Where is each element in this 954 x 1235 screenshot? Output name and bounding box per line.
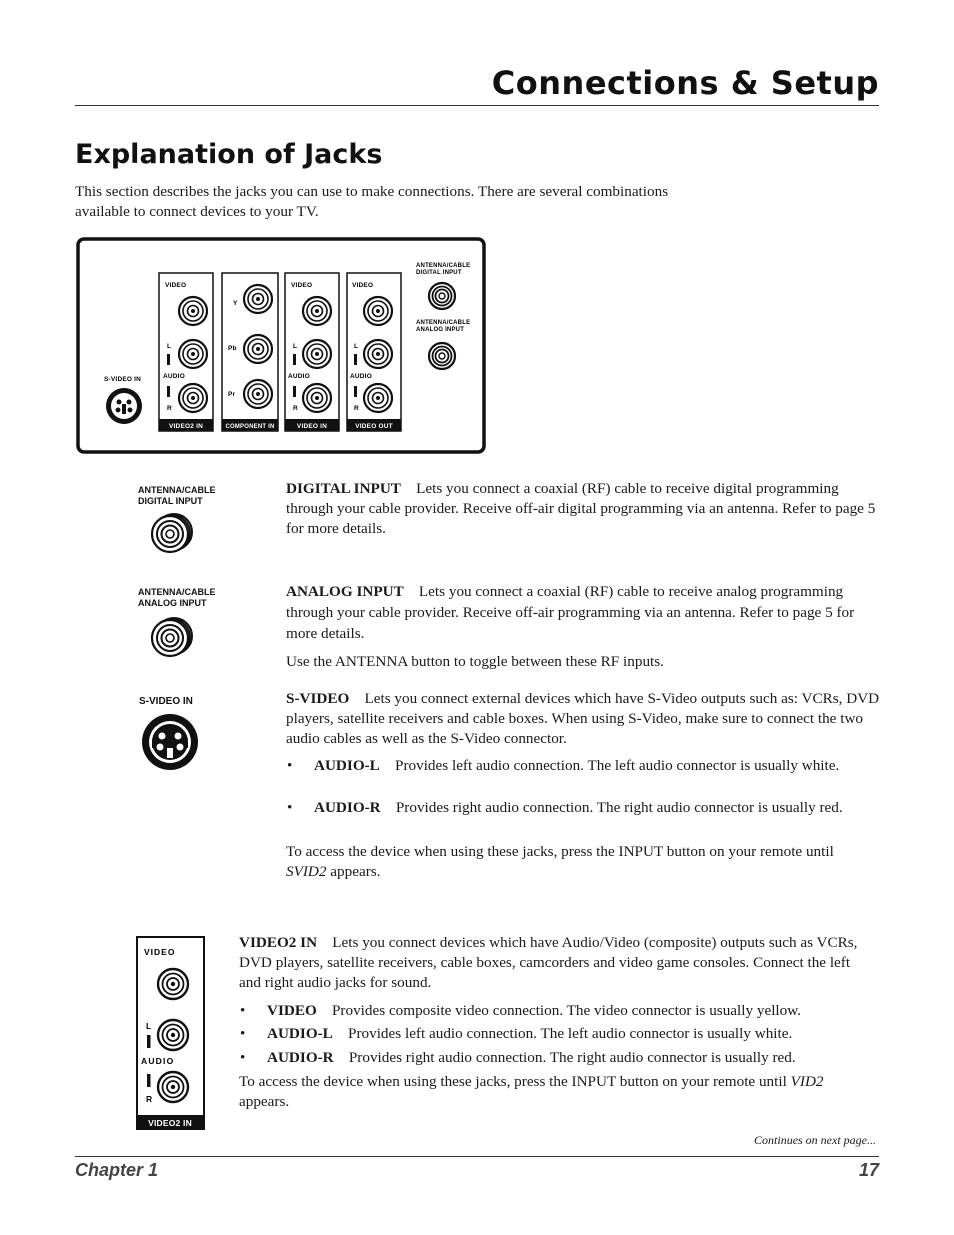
svideo-bullet-1-term: AUDIO-L <box>314 757 380 774</box>
panel-g1-audio-label: AUDIO <box>163 373 185 380</box>
video2-icon-r-label: R <box>146 1094 153 1104</box>
svideo-access-pre: To access the device when using these jacks, press the INPUT button on your remote until <box>286 843 834 860</box>
video2-bullet-1-text: Provides composite video connection. The video connector is usually yellow. <box>331 1002 802 1019</box>
svideo-bullet-1-text: Provides left audio connection. The left audio connector is usually white. <box>395 757 840 774</box>
header-rule <box>75 105 879 106</box>
video2-icon-video-jack <box>158 969 188 999</box>
panel-antenna-analog-line2: ANALOG INPUT <box>416 327 465 333</box>
header-title: Connections & Setup <box>491 64 879 102</box>
svideo-access-em: SVID2 <box>286 863 327 880</box>
panel-g4-caption: VIDEO OUT <box>355 423 393 430</box>
coax-digital-icon <box>148 510 194 556</box>
svideo-access <box>286 842 876 882</box>
panel-antenna-analog-line1: ANTENNA/CABLE <box>416 320 471 326</box>
digital-input-desc <box>286 479 881 539</box>
panel-g3-l-label: L <box>293 343 298 350</box>
video2-access-post: appears. <box>239 1093 290 1110</box>
analog-input-term: ANALOG INPUT <box>286 583 404 600</box>
panel-g4-l-label: L <box>354 343 359 350</box>
panel-g3-audio-label: AUDIO <box>288 373 310 380</box>
video2-desc <box>239 933 874 993</box>
page-number: 17 <box>858 1160 879 1180</box>
panel-svideo-label: S-VIDEO IN <box>104 376 142 383</box>
panel-g4-video-label: VIDEO <box>352 282 374 289</box>
panel-g4-audio-r-jack <box>364 384 392 412</box>
video2-bullet-3-term: AUDIO-R <box>267 1049 334 1066</box>
panel-g4-audio-label: AUDIO <box>350 373 372 380</box>
panel-g2-pr-label: Pr <box>228 391 236 398</box>
panel-g1-caption: VIDEO2 IN <box>169 423 203 430</box>
panel-g3-audio-l-jack <box>303 340 331 368</box>
video2-bullet-2: • AUDIO-L Provides left audio connection. The left audio connector is usually white. <box>240 1025 793 1042</box>
video2-bullet-1: • VIDEO Provides composite video connection. The video connector is usually yellow. <box>240 1002 802 1019</box>
video2-access-pre: To access the device when using these jacks, press the INPUT button on your remote until <box>239 1073 791 1090</box>
video2-bullet-2-term: AUDIO-L <box>267 1025 333 1042</box>
svideo-bullet-2-text: Provides right audio connection. The right audio connector is usually red. <box>395 799 843 816</box>
svideo-icon <box>140 712 200 772</box>
svideo-term: S-VIDEO <box>286 690 350 707</box>
panel-antenna-digital-jack <box>429 283 455 309</box>
panel-g1-video-label: VIDEO <box>165 282 187 289</box>
panel-g3-caption: VIDEO IN <box>296 423 328 430</box>
svideo-bullet-2: • AUDIO-R Provides right audio connection. The right audio connector is usually red. <box>287 799 843 816</box>
digital-input-text: Lets you connect a coaxial (RF) cable to receive digital programming through your cable provider. Receive off-air digital programming via an antenna. Refer to page 5 for more details. <box>286 480 876 537</box>
svideo-bullet-1: • AUDIO-L Provides left audio connection. The left audio connector is usually white. <box>287 757 840 774</box>
svideo-access-post: appears. <box>326 863 381 880</box>
svideo-bullet-2-term: AUDIO-R <box>314 799 381 816</box>
panel-g2-pr-jack <box>244 380 272 408</box>
panel-g3-video-jack <box>303 297 331 325</box>
video2-bullet-1-term: VIDEO <box>267 1002 317 1019</box>
page-title: Explanation of Jacks <box>75 139 383 170</box>
video2-text: Lets you connect devices which have Audio/Video (composite) outputs such as VCRs, DVD players, satellite receivers, cable boxes, camcorders and video game consoles. Connect the left and right audio jacks for sound. <box>239 934 858 991</box>
video2-icon-l-label: L <box>146 1021 152 1031</box>
analog-icon-label-2: ANALOG INPUT <box>138 598 207 608</box>
panel-antenna-digital-line1: ANTENNA/CABLE <box>416 263 471 269</box>
digital-icon-label-2: DIGITAL INPUT <box>138 496 203 506</box>
analog-input-text: Lets you connect a coaxial (RF) cable to receive analog programming through your cable provider. Receive off-air programming via an antenna. Refer to page 5 for more details. <box>286 583 855 642</box>
video2-icon-caption: VIDEO2 IN <box>148 1118 192 1128</box>
panel-antenna-digital-line2: DIGITAL INPUT <box>416 270 462 276</box>
panel-g1-audio-r-jack <box>179 384 207 412</box>
footer-rule <box>75 1156 879 1157</box>
intro-text: This section describes the jacks you can use to make connections. There are several combinations available to connect devices to your TV. <box>75 183 669 220</box>
panel-g3-video-label: VIDEO <box>291 282 313 289</box>
panel-g1-r-label: R <box>167 405 172 412</box>
video2-bullet-2-text: Provides left audio connection. The left audio connector is usually white. <box>348 1025 793 1042</box>
continues-note: Continues on next page... <box>754 1133 876 1147</box>
analog-input-desc <box>286 581 881 644</box>
digital-icon-label-1: ANTENNA/CABLE <box>138 485 216 495</box>
coax-analog-icon <box>148 614 194 660</box>
svideo-icon-label: S-VIDEO IN <box>139 696 193 707</box>
video2-bullet-3: • AUDIO-R Provides right audio connection. The right audio connector is usually red. <box>240 1049 796 1066</box>
video2-icon-audio-r-jack <box>158 1072 188 1102</box>
panel-g1-video-jack <box>179 297 207 325</box>
digital-input-term: DIGITAL INPUT <box>286 480 401 497</box>
panel-g4-video-jack <box>364 297 392 325</box>
antenna-note: Use the ANTENNA button to toggle between these RF inputs. <box>286 653 664 670</box>
svideo-text: Lets you connect external devices which have S-Video outputs such as: VCRs, DVD players, satellite receivers and cable boxes. When using S-Video, make sure to connect the two audio cables as well as the S-Video connector. <box>286 690 880 747</box>
panel-g2-pb-jack <box>244 335 272 363</box>
panel-g2-y-jack <box>244 285 272 313</box>
panel-g1-l-label: L <box>167 343 172 350</box>
panel-g3-audio-r-jack <box>303 384 331 412</box>
jack-panel-diagram <box>76 237 488 455</box>
panel-svideo-jack <box>106 388 142 424</box>
video2-bullet-3-text: Provides right audio connection. The right audio connector is usually red. <box>348 1049 796 1066</box>
panel-g2-pb-label: Pb <box>228 345 237 352</box>
panel-g4-audio-l-jack <box>364 340 392 368</box>
panel-g3-r-label: R <box>293 405 298 412</box>
video2-icon-audio-label: AUDIO <box>141 1056 175 1066</box>
panel-antenna-analog-jack <box>429 343 455 369</box>
video2-icon-audio-l-jack <box>158 1020 188 1050</box>
video2-access-em: VID2 <box>790 1073 824 1090</box>
video2-icon-video-label: VIDEO <box>144 947 176 957</box>
panel-g2-y-label: Y <box>233 300 238 307</box>
video2-in-icon <box>136 936 206 1132</box>
panel-g2-caption: COMPONENT IN <box>225 424 275 430</box>
video2-term: VIDEO2 IN <box>239 934 318 951</box>
panel-g1-audio-l-jack <box>179 340 207 368</box>
analog-icon-label-1: ANTENNA/CABLE <box>138 587 216 597</box>
chapter-label: Chapter 1 <box>75 1160 159 1180</box>
panel-g4-r-label: R <box>354 405 359 412</box>
svideo-desc <box>286 689 881 749</box>
video2-access <box>239 1072 869 1112</box>
